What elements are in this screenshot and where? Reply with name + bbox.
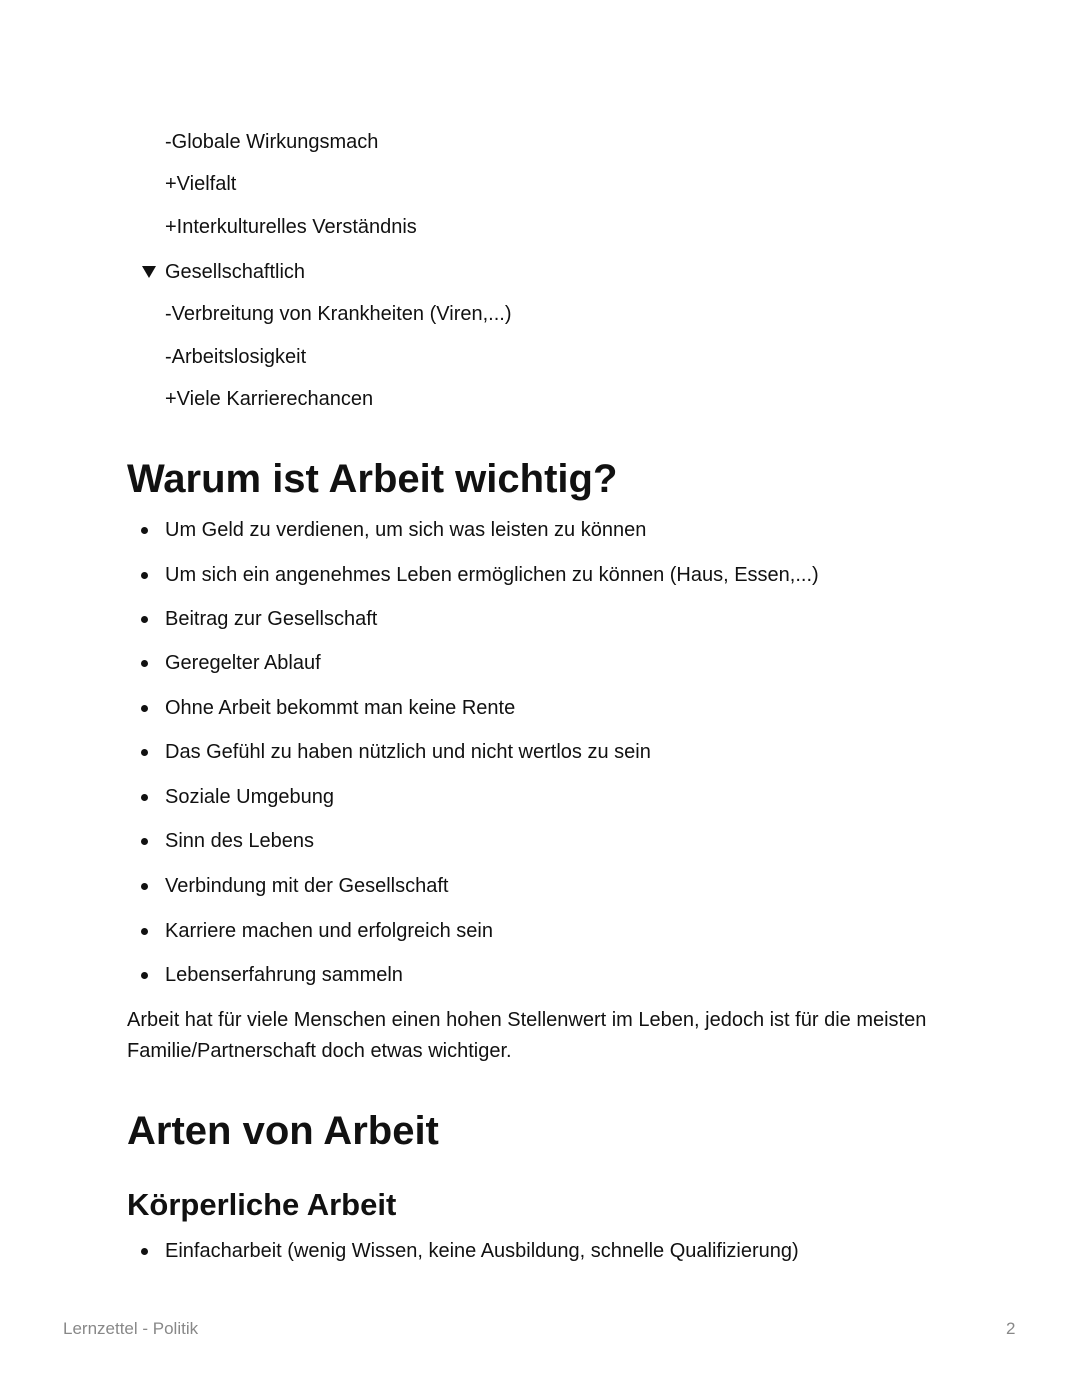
toggle-item: -Verbreitung von Krankheiten (Viren,...) — [165, 303, 512, 325]
bullet-icon — [141, 794, 148, 801]
list-item: Um sich ein angenehmes Leben ermöglichen zu können (Haus, Essen,...) — [165, 564, 819, 586]
list-item: Karriere machen und erfolgreich sein — [165, 920, 493, 942]
paragraph: Arbeit hat für viele Menschen einen hohen Stellenwert im Leben, jedoch ist für die meisten Familie/Partnerschaft doch etwas wichtiger. — [127, 1009, 927, 1062]
list-item: Geregelter Ablauf — [165, 652, 321, 674]
bullet-icon — [141, 572, 148, 579]
list-item: Sinn des Lebens — [165, 830, 315, 852]
page-number: 2 — [1006, 1319, 1016, 1338]
bullet-icon — [141, 928, 148, 935]
list-item: Um Geld zu verdienen, um sich was leisten zu können — [165, 519, 647, 541]
bullet-icon — [141, 705, 148, 712]
bullet-icon — [141, 883, 148, 890]
bullet-icon — [141, 527, 148, 534]
list-item: Verbindung mit der Gesellschaft — [165, 875, 449, 897]
list-item: Beitrag zur Gesellschaft — [165, 608, 378, 630]
toggle-item: +Interkulturelles Verständnis — [165, 216, 417, 238]
list-item: Lebenserfahrung sammeln — [165, 964, 403, 986]
bullet-icon — [141, 972, 148, 979]
bullet-icon — [141, 749, 148, 756]
toggle-item: +Viele Karrierechancen — [165, 388, 374, 410]
bullet-icon — [141, 1248, 148, 1255]
toggle-item: +Vielfalt — [165, 173, 237, 195]
bullet-icon — [141, 616, 148, 623]
bullet-icon — [141, 660, 148, 667]
list-item: Einfacharbeit (wenig Wissen, keine Ausbildung, schnelle Qualifizierung) — [165, 1240, 799, 1262]
toggle-heading[interactable]: Gesellschaftlich — [165, 261, 306, 283]
heading-warum-arbeit: Warum ist Arbeit wichtig? — [127, 457, 618, 501]
toggle-item: -Globale Wirkungsmach — [165, 131, 379, 153]
toggle-triangle-icon[interactable] — [142, 266, 156, 278]
list-item: Soziale Umgebung — [165, 786, 334, 808]
list-item: Das Gefühl zu haben nützlich und nicht wertlos zu sein — [165, 741, 651, 763]
list-item: Ohne Arbeit bekommt man keine Rente — [165, 697, 516, 719]
toggle-item: -Arbeitslosigkeit — [165, 346, 307, 368]
heading-arten-von-arbeit: Arten von Arbeit — [127, 1109, 439, 1153]
bullet-icon — [141, 838, 148, 845]
heading-koerperliche-arbeit: Körperliche Arbeit — [127, 1187, 397, 1222]
footer-title: Lernzettel - Politik — [63, 1319, 199, 1338]
